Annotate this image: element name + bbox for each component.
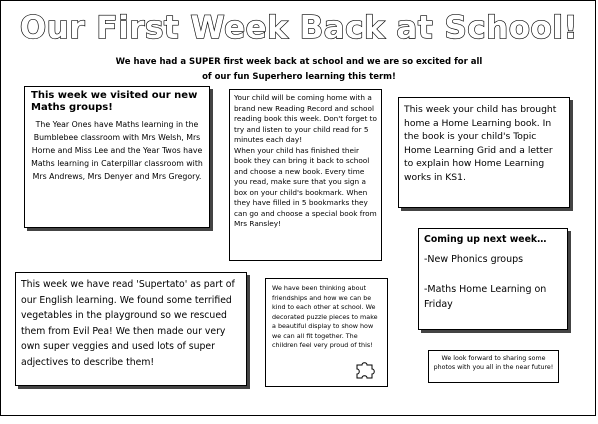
page-title: Our First Week Back at School!	[19, 10, 579, 46]
coming-up-item: -Maths Home Learning on Friday	[424, 284, 547, 310]
friendship-box	[265, 278, 388, 387]
maths-groups-box	[24, 86, 210, 228]
coming-up-item: -New Phonics groups	[424, 254, 524, 265]
coming-up-heading: Coming up next week…	[424, 234, 547, 245]
maths-groups-heading: This week we visited our new Maths groups!	[31, 90, 198, 113]
coming-up-box	[418, 228, 568, 330]
home-learning-text: This week your child has brought home a Home Learning book. In the book is your child's Topic Home Learning Grid and a letter to explain how Home Learning works in KS1.	[404, 104, 557, 183]
maths-groups-text: The Year Ones have Maths learning in the Bumblebee classroom with Mrs Welsh, Mrs Horne and Miss Lee and the Year Twos have Maths learning in Caterpillar classroom with Mrs Andrews, Mrs Denyer and Mrs Gregory.	[31, 120, 203, 181]
english-text: This week we have read 'Supertato' as part of our English learning. We found some terrified vegetables in the playground so we rescued them from Evil Pea! We then made our very own super veggies and used lots of super adjectives to describe them!	[21, 279, 235, 368]
photos-text: We look forward to sharing some photos with you all in the near future!	[433, 355, 554, 371]
friendship-text: We have been thinking about friendships and how we can be kind to each other at school. We decorated puzzle pieces to make a beautiful display to show how we can all fit together. The children feel very proud of this!	[272, 284, 378, 349]
puzzle-piece-icon	[354, 359, 376, 381]
home-learning-box	[398, 97, 570, 208]
reading-record-box	[229, 89, 382, 261]
intro-text: We have had a SUPER first week back at school and we are so excited for all of our fun Superhero learning this term!	[115, 57, 483, 82]
reading-record-text-1: Your child will be coming home with a brand new Reading Record and school reading book this week. Don't forget to try and listen to your child read for 5 minutes each day!	[234, 93, 378, 144]
photos-box	[428, 350, 559, 383]
english-box	[15, 272, 247, 386]
reading-record-text-2: When your child has finished their book they can bring it back to school and choose a new book. Every time you read, make sure that you sign a box on your child's bookmark. When they have filled in 5 bookmarks they can go and choose a special book from Mrs Ransley!	[234, 145, 377, 228]
